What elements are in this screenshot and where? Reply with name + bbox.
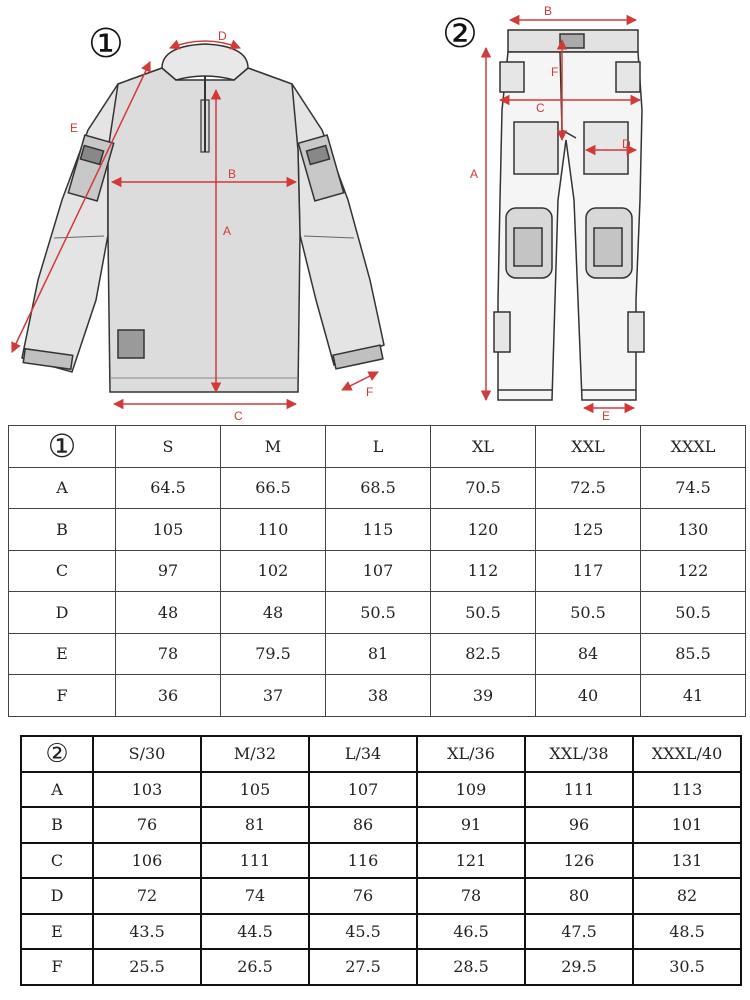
row-label: C — [21, 843, 93, 879]
measurement-cell: 82.5 — [431, 633, 536, 675]
measurement-cell: 46.5 — [417, 914, 525, 950]
row-label: F — [9, 675, 116, 717]
measurement-cell: 37 — [221, 675, 326, 717]
measurement-cell: 116 — [309, 843, 417, 879]
measurement-cell: 121 — [417, 843, 525, 879]
size-header: XXL — [536, 426, 641, 468]
measurement-cell: 66.5 — [221, 467, 326, 509]
measurement-cell: 38 — [326, 675, 431, 717]
measurement-cell: 122 — [641, 550, 746, 592]
table-row — [21, 914, 741, 950]
table-number: ② — [21, 736, 93, 772]
measurement-cell: 97 — [116, 550, 221, 592]
row-label: E — [9, 633, 116, 675]
table-row — [9, 467, 746, 509]
measurement-cell: 74.5 — [641, 467, 746, 509]
table-row — [9, 592, 746, 634]
table-row — [9, 633, 746, 675]
pants-label-b: B — [544, 4, 553, 18]
measurement-cell: 50.5 — [536, 592, 641, 634]
size-header: XL/36 — [417, 736, 525, 772]
measurement-cell: 105 — [201, 772, 309, 808]
measurement-cell: 126 — [525, 843, 633, 879]
measurement-cell: 91 — [417, 807, 525, 843]
table-row — [21, 772, 741, 808]
measurement-cell: 72.5 — [536, 467, 641, 509]
measurement-cell: 103 — [93, 772, 201, 808]
table-row — [21, 843, 741, 879]
measurement-cell: 81 — [201, 807, 309, 843]
size-header: XXXL/40 — [633, 736, 741, 772]
measurement-cell: 39 — [431, 675, 536, 717]
measurement-cell: 79.5 — [221, 633, 326, 675]
measurement-cell: 125 — [536, 509, 641, 551]
measurement-cell: 111 — [525, 772, 633, 808]
size-header: L — [326, 426, 431, 468]
measurement-cell: 48 — [221, 592, 326, 634]
measurement-cell: 130 — [641, 509, 746, 551]
measurement-cell: 72 — [93, 878, 201, 914]
measurement-cell: 50.5 — [641, 592, 746, 634]
measurement-cell: 41 — [641, 675, 746, 717]
measurement-cell: 30.5 — [633, 949, 741, 985]
measurement-cell: 48.5 — [633, 914, 741, 950]
size-header: XXL/38 — [525, 736, 633, 772]
measurement-cell: 47.5 — [525, 914, 633, 950]
size-header: M/32 — [201, 736, 309, 772]
header-row — [21, 736, 741, 772]
measurement-cell: 50.5 — [431, 592, 536, 634]
row-label: A — [21, 772, 93, 808]
measurement-cell: 76 — [93, 807, 201, 843]
measurement-cell: 84 — [536, 633, 641, 675]
row-label: C — [9, 550, 116, 592]
jacket-number: ① — [88, 21, 124, 67]
table-row — [21, 878, 741, 914]
illustration-area — [0, 0, 750, 420]
pants-label-e: E — [602, 409, 611, 420]
measurement-cell: 70.5 — [431, 467, 536, 509]
pants-size-table — [20, 735, 742, 986]
measurement-cell: 102 — [221, 550, 326, 592]
measurement-cell: 120 — [431, 509, 536, 551]
measurement-cell: 117 — [536, 550, 641, 592]
table-row — [21, 807, 741, 843]
size-header: L/34 — [309, 736, 417, 772]
jacket-collar — [162, 44, 248, 80]
table-row — [9, 509, 746, 551]
measurement-cell: 86 — [309, 807, 417, 843]
measurement-cell: 113 — [633, 772, 741, 808]
measurement-cell: 105 — [116, 509, 221, 551]
measurement-cell: 43.5 — [93, 914, 201, 950]
measurement-cell: 26.5 — [201, 949, 309, 985]
table-number: ① — [9, 426, 116, 468]
measurement-cell: 29.5 — [525, 949, 633, 985]
measurement-cell: 74 — [201, 878, 309, 914]
table-row — [9, 675, 746, 717]
pants-number: ② — [442, 11, 478, 57]
measurement-cell: 80 — [525, 878, 633, 914]
measurement-cell: 112 — [431, 550, 536, 592]
jacket-label-c: C — [234, 409, 243, 420]
measurement-cell: 81 — [326, 633, 431, 675]
measurement-cell: 50.5 — [326, 592, 431, 634]
pants-drawing — [494, 30, 644, 400]
measurement-cell: 27.5 — [309, 949, 417, 985]
row-label: B — [21, 807, 93, 843]
measurement-cell: 96 — [525, 807, 633, 843]
pants-label-d: D — [622, 137, 631, 151]
measurement-cell: 25.5 — [93, 949, 201, 985]
measurement-cell: 40 — [536, 675, 641, 717]
measurement-cell: 85.5 — [641, 633, 746, 675]
measurement-cell: 131 — [633, 843, 741, 879]
size-header: S — [116, 426, 221, 468]
measurement-cell: 44.5 — [201, 914, 309, 950]
size-header: XL — [431, 426, 536, 468]
measurement-cell: 82 — [633, 878, 741, 914]
measurement-cell: 48 — [116, 592, 221, 634]
row-label: E — [21, 914, 93, 950]
row-label: D — [9, 592, 116, 634]
pants-label-a: A — [470, 167, 479, 181]
jacket-label-f: F — [366, 385, 374, 399]
row-label: A — [9, 467, 116, 509]
measurement-cell: 28.5 — [417, 949, 525, 985]
row-label: D — [21, 878, 93, 914]
table-row — [9, 550, 746, 592]
jacket-label-b: B — [228, 167, 237, 181]
measurement-cell: 107 — [309, 772, 417, 808]
measurement-cell: 76 — [309, 878, 417, 914]
measurement-cell: 45.5 — [309, 914, 417, 950]
size-header: XXXL — [641, 426, 746, 468]
pants-label-f: F — [551, 65, 559, 79]
measurement-cell: 78 — [417, 878, 525, 914]
measurement-cell: 107 — [326, 550, 431, 592]
jacket-size-table — [8, 425, 746, 717]
size-header: S/30 — [93, 736, 201, 772]
pants-label-c: C — [536, 101, 545, 115]
jacket-label-a: A — [223, 224, 232, 238]
measurement-cell: 64.5 — [116, 467, 221, 509]
measurement-cell: 111 — [201, 843, 309, 879]
measurement-cell: 36 — [116, 675, 221, 717]
row-label: F — [21, 949, 93, 985]
measurement-cell: 78 — [116, 633, 221, 675]
row-label: B — [9, 509, 116, 551]
measurement-cell: 106 — [93, 843, 201, 879]
measurement-cell: 101 — [633, 807, 741, 843]
measurement-cell: 110 — [221, 509, 326, 551]
measurement-cell: 115 — [326, 509, 431, 551]
jacket-label-d: D — [218, 29, 227, 43]
jacket-label-e: E — [70, 121, 79, 135]
size-header: M — [221, 426, 326, 468]
header-row — [9, 426, 746, 468]
measurement-cell: 109 — [417, 772, 525, 808]
measurement-cell: 68.5 — [326, 467, 431, 509]
table-row — [21, 949, 741, 985]
